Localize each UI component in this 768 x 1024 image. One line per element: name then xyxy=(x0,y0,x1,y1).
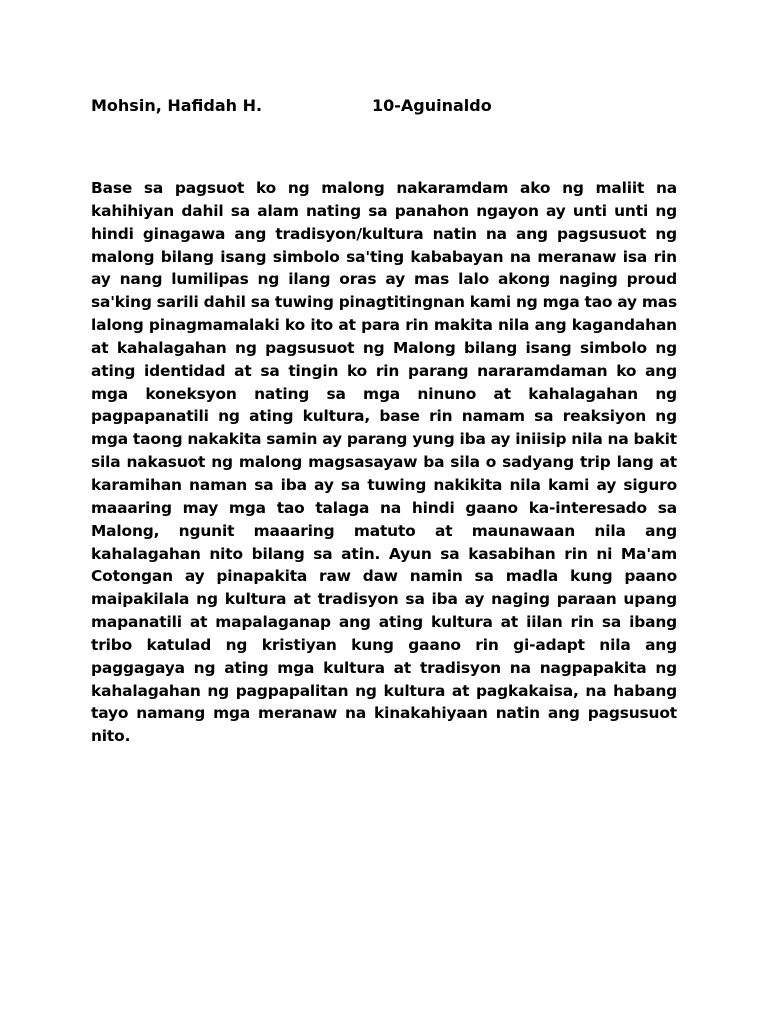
class-section: 10-Aguinaldo xyxy=(372,96,492,115)
document-header xyxy=(91,96,691,120)
essay-paragraph: Base sa pagsuot ko ng malong nakaramdam ako ng maliit na kahihiyan dahil sa alam nating sa panahon ngayon ay unti unti ng hindi ginagawa ang tradisyon/kultura natin na ang pagsusuot ng malong bilang isang simbolo sa'ting kababayan na meranaw isa rin ay nang lumilipas ng ilang oras ay mas lalo akong naging proud sa'king sarili dahil sa tuwing pinagtitingnan kami ng mga tao ay mas lalong pinagmamalaki ko ito at para rin makita nila ang kagandahan at kahalagahan ng pagsusuot ng Malong bilang isang simbolo ng ating identidad at sa tingin ko rin parang nararamdaman ko ang mga koneksyon nating sa mga ninuno at kahalagahan ng pagpapanatili ng ating kultura, base rin namam sa reaksiyon ng mga taong nakakita samin ay parang yung iba ay iniisip nila na bakit sila nakasuot ng malong magsasayaw ba sila o sadyang trip lang at karamihan naman sa iba ay sa tuwing nakikita nila kami ay siguro maaaring may mga tao talaga na hindi gaano ka-interesado sa Malong, ngunit maaaring matuto at maunawaan nila ang kahalagahan nito bilang sa atin. Ayun sa kasabihan rin ni Ma'am Cotongan ay pinapakita raw daw namin sa madla kung paano maipakilala ng kultura at tradisyon sa iba ay naging paraan upang mapanatili at mapalaganap ang ating kultura at iilan rin sa ibang tribo katulad ng kristiyan kung gaano rin gi-adapt nila ang paggagaya ng ating mga kultura at tradisyon na nagpapakita ng kahalagahan ng pagpapalitan ng kultura at pagkakaisa, na habang tayo namang mga meranaw na kinakahiyaan natin ang pagsusuot nito. xyxy=(91,179,677,746)
author-name: Mohsin, Hafidah H. xyxy=(91,96,263,115)
